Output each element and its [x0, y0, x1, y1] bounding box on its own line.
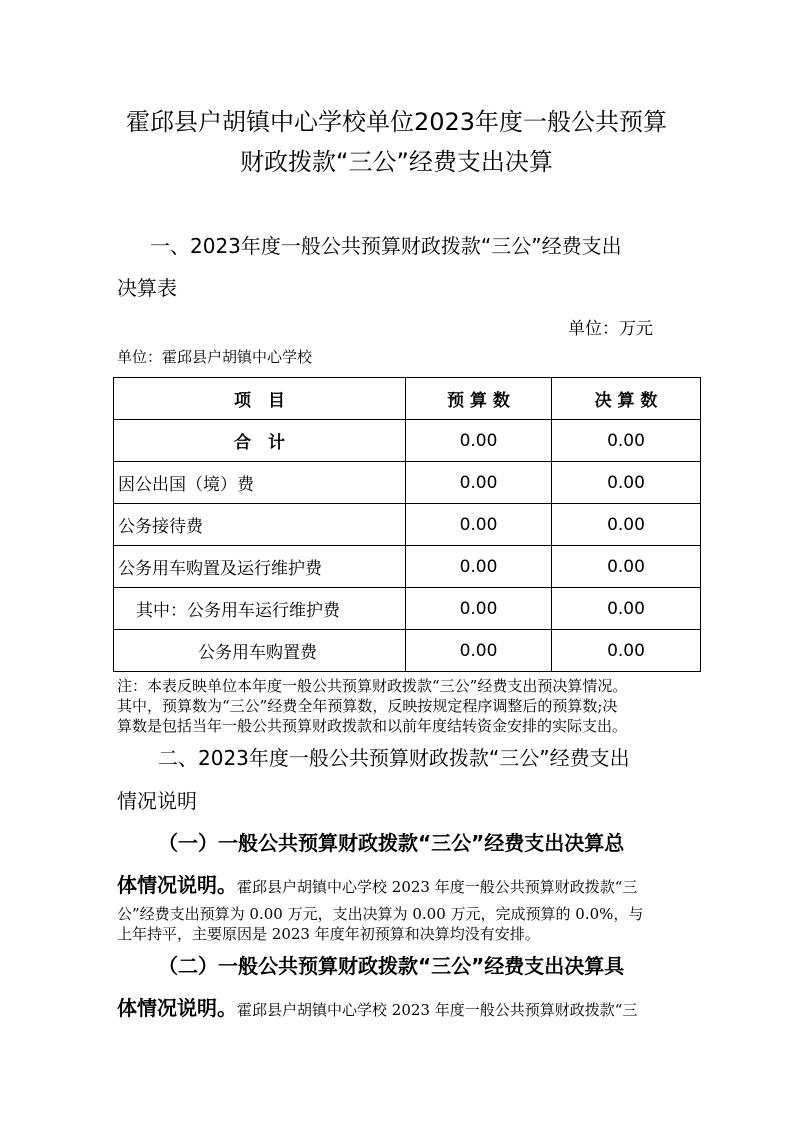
unit-label-left: 单位：霍邱县户胡镇中心学校: [117, 348, 313, 366]
table-row: [114, 630, 701, 672]
table-row: [114, 462, 701, 504]
document-title-line2: 财政拨款“三公”经费支出决算: [240, 148, 553, 176]
row-label: 公务用车购置费: [114, 630, 406, 672]
row-budget: 0.00: [406, 630, 552, 672]
unit-label-right: 单位：万元: [568, 319, 653, 339]
table-row: [114, 504, 701, 546]
row-budget: 0.00: [406, 504, 552, 546]
section1-heading-cont: 决算表: [117, 276, 177, 300]
sub1-lead: 体情况说明。: [117, 873, 237, 897]
row-label: 合 计: [114, 420, 406, 462]
three-public-expenses-table: [113, 377, 701, 672]
header-actual: 决 算 数: [552, 378, 701, 420]
header-item: 项 目: [114, 378, 406, 420]
row-actual: 0.00: [552, 546, 701, 588]
document-title-line1: 霍邱县户胡镇中心学校单位2023年度一般公共预算: [125, 108, 668, 136]
sub2-text: 霍邱县户胡镇中心学校 2023 年度一般公共预算财政拨款“三: [237, 1001, 638, 1019]
row-budget: 0.00: [406, 462, 552, 504]
row-budget: 0.00: [406, 546, 552, 588]
table-note-line3: 算数是包括当年一般公共预算财政拨款和以前年度结转资金安排的实际支出。: [117, 717, 628, 735]
table-row: [114, 420, 701, 462]
row-label: 因公出国（境）费: [114, 462, 406, 504]
row-actual: 0.00: [552, 588, 701, 630]
sub1-heading: （一）一般公共预算财政拨款“三公”经费支出决算总: [158, 831, 625, 855]
section1-heading: 一、2023年度一般公共预算财政拨款“三公”经费支出: [150, 234, 622, 258]
row-budget: 0.00: [406, 420, 552, 462]
sub2-paragraph-line1: [117, 992, 637, 1021]
row-actual: 0.00: [552, 504, 701, 546]
section2-heading: 二、2023年度一般公共预算财政拨款“三公”经费支出: [158, 746, 630, 770]
table-row: [114, 546, 701, 588]
sub1-paragraph-line3: 上年持平，主要原因是 2023 年度年初预算和决算均没有安排。: [117, 925, 540, 943]
row-label: 公务接待费: [114, 504, 406, 546]
row-actual: 0.00: [552, 420, 701, 462]
row-actual: 0.00: [552, 630, 701, 672]
row-actual: 0.00: [552, 462, 701, 504]
sub2-heading: （二）一般公共预算财政拨款“三公”经费支出决算具: [158, 954, 625, 978]
sub1-text: 霍邱县户胡镇中心学校 2023 年度一般公共预算财政拨款“三: [237, 878, 638, 896]
table-header-row: [114, 378, 701, 420]
table-note-line1: 注：本表反映单位本年度一般公共预算财政拨款“三公”经费支出预决算情况。: [117, 677, 628, 695]
row-budget: 0.00: [406, 588, 552, 630]
header-budget: 预 算 数: [406, 378, 552, 420]
sub2-lead: 体情况说明。: [117, 996, 237, 1020]
row-label: 公务用车购置及运行维护费: [114, 546, 406, 588]
table-row: [114, 588, 701, 630]
sub1-paragraph-line2: 公”经费支出预算为 0.00 万元，支出决算为 0.00 万元，完成预算的 0.0%，与: [117, 905, 644, 923]
table-note-line2: 其中，预算数为“三公”经费全年预算数，反映按规定程序调整后的预算数;决: [117, 697, 618, 715]
section2-heading-cont: 情况说明: [117, 789, 197, 813]
row-label: 其中：公务用车运行维护费: [114, 588, 406, 630]
sub1-paragraph-line1: [117, 869, 637, 898]
